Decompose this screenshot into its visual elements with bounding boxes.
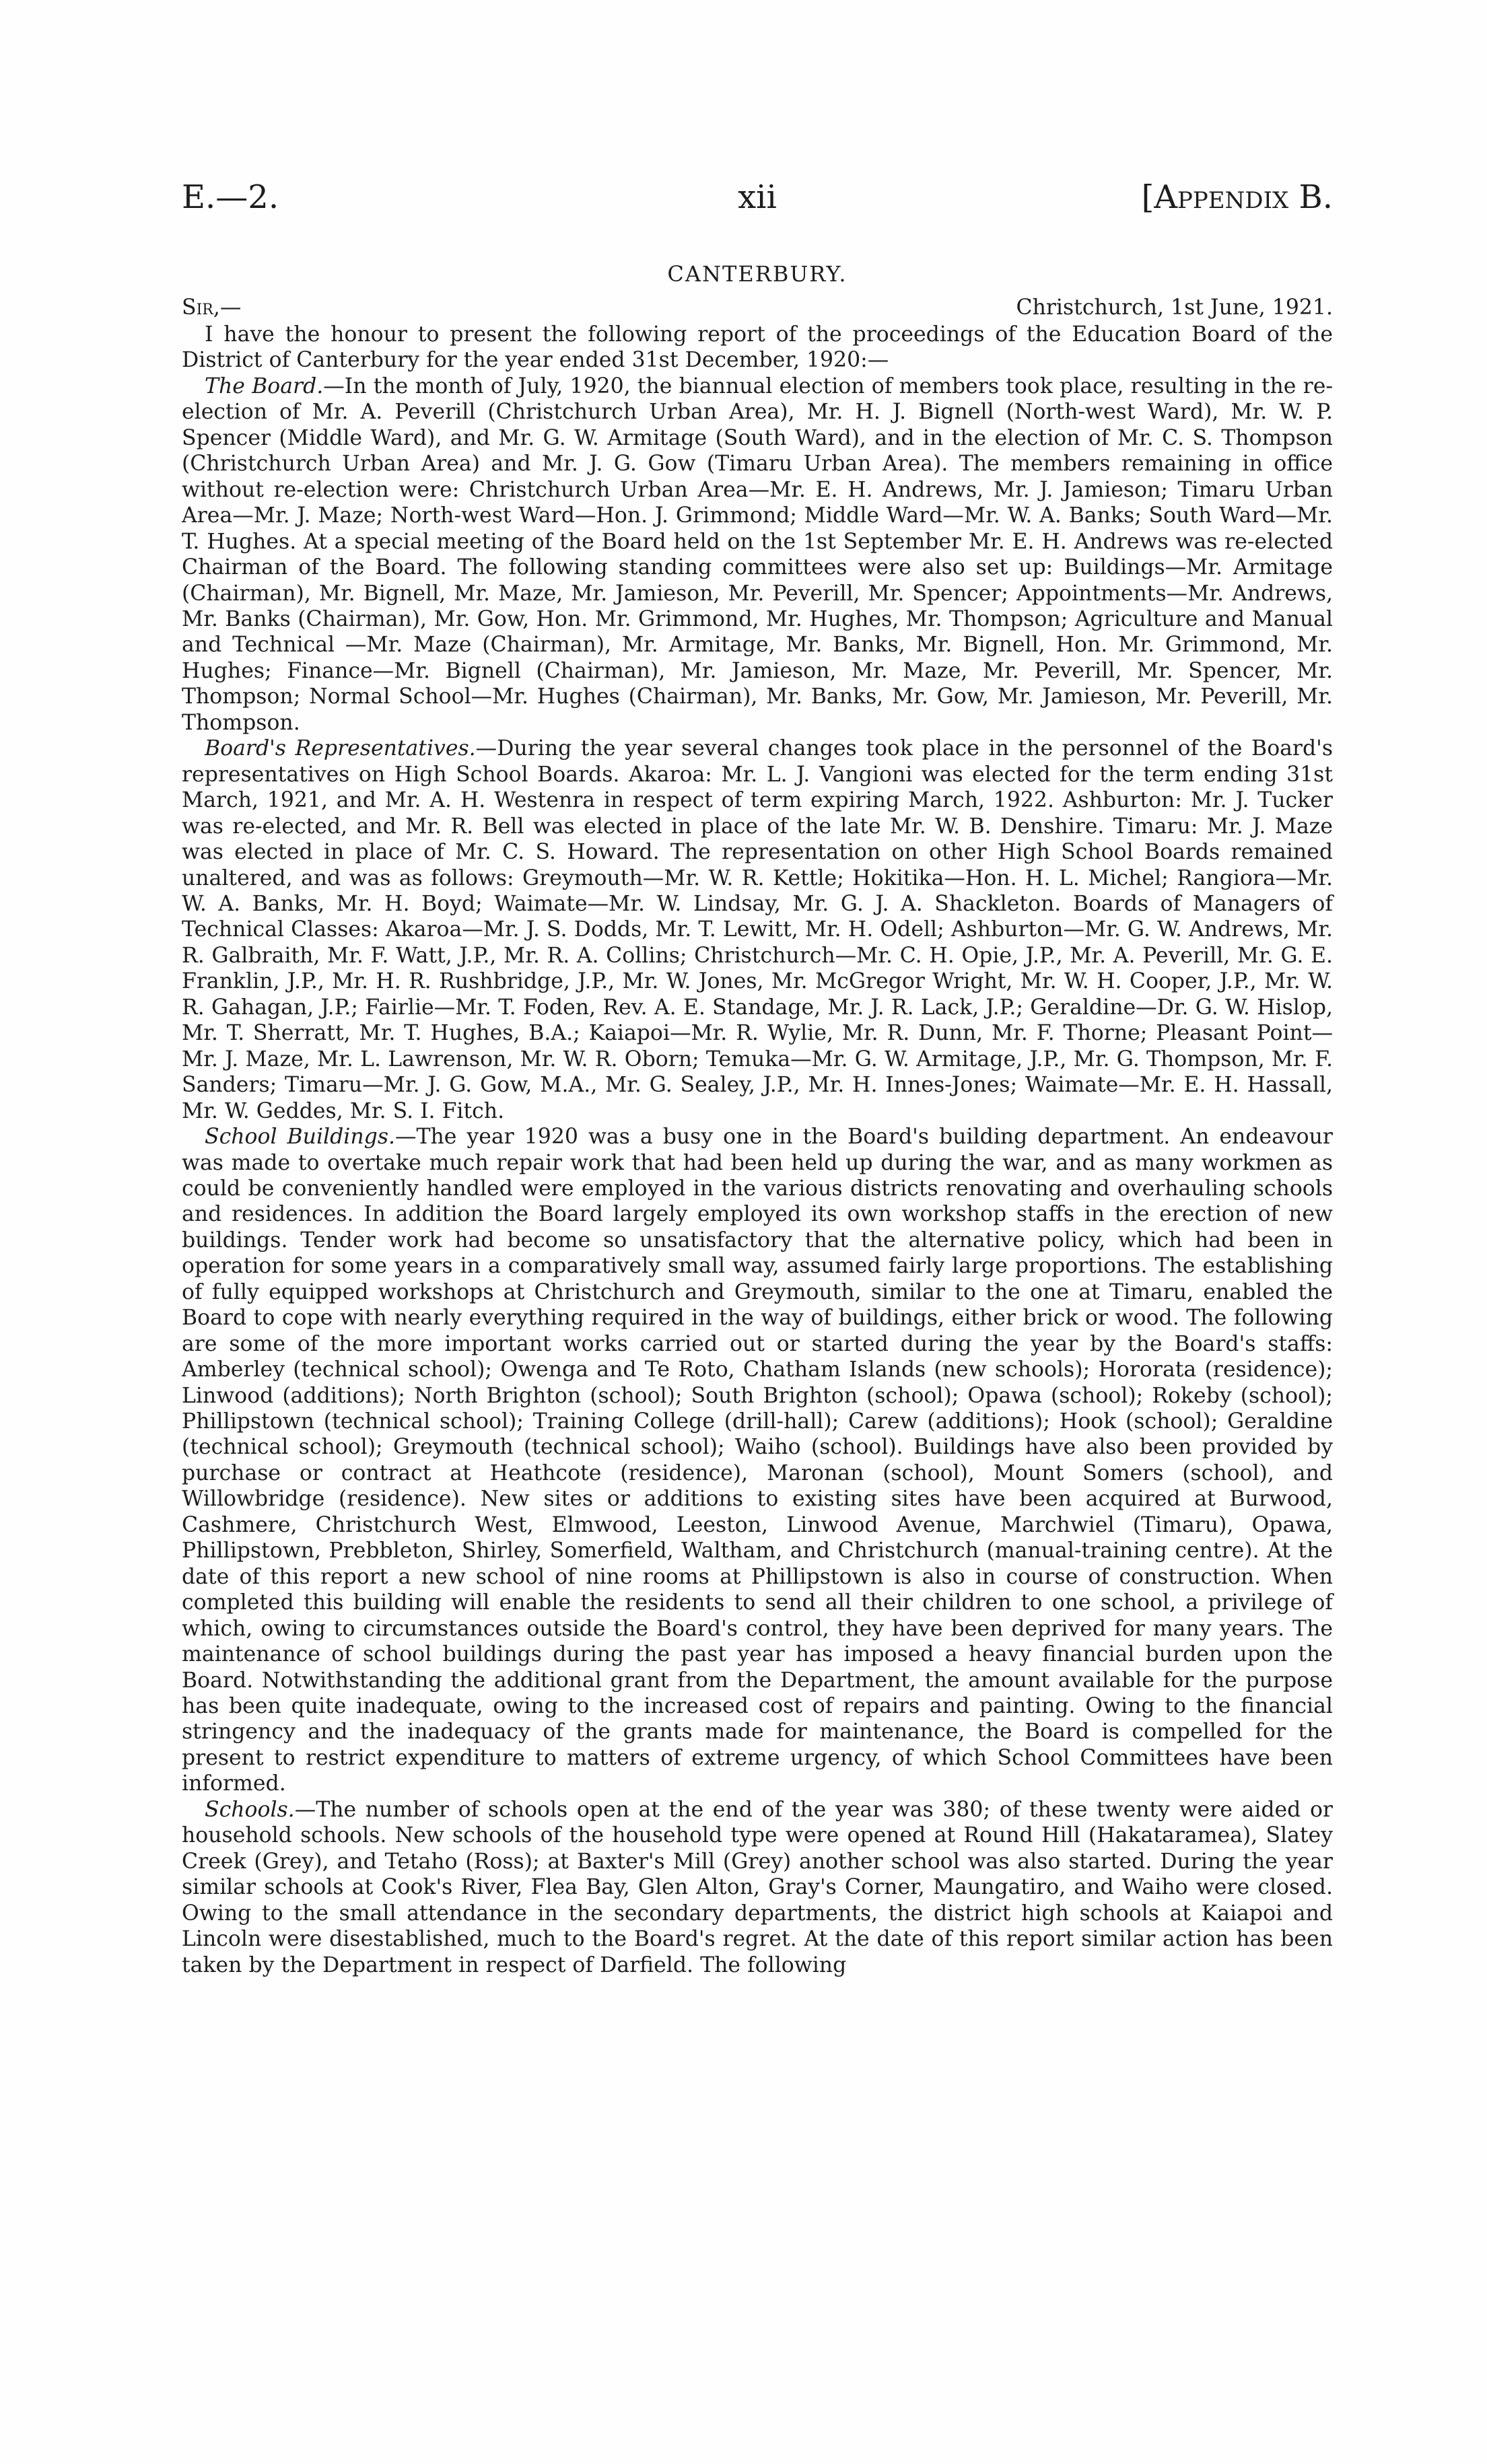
paragraph-text: —The year 1920 was a busy one in the Board's building department. An endeavour was made to overtake much repair work that had been held up during the war, and as many workmen as could be conveniently handled were employed in the various districts renovating and overhauling schools and residences. In addition the Board largely employed its own workshop staffs in the erection of new buildings. Tender work had become so unsatisfactory that the alternative policy, which had been in operation for some years in a comparatively small way, assumed fairly large proportions. The establishing of fully equipped workshops at Christchurch and Greymouth, similar to the one at Timaru, enabled the Board to cope with nearly everything required in the way of buildings, either brick or wood. The following are some of the more important works carried out or started during the year by the Board's staffs: Amberley (technical school); Owenga and Te Roto, Chatham Islands (new schools); Hororata (residence); Linwood (additions); North Brighton (school); South Brighton (school); Opawa (school); Rokeby (school); Phillipstown (technical school); Training College (drill-hall); Carew (additions); Hook (school); Geraldine (technical school); Greymouth (technical school); Waiho (school). Buildings have also been provided by purchase or contract at Heathcote (residence), Maronan (school), Mount Somers (school), and Willowbridge (residence). New sites or additions to existing sites have been acquired at Burwood, Cashmere, Christchurch West, Elmwood, Leeston, Linwood Avenue, Marchwiel (Timaru), Opawa, Phillipstown, Prebbleton, Shirley, Somerfield, Waltham, and Christchurch (manual-training centre). At the date of this report a new school of nine rooms at Phillipstown is also in course of construction. When completed this building will enable the residents to send all their children to one school, a privilege of which, owing to circumstances outside the Board's control, they have been deprived for many years. The maintenance of school buildings during the past year has imposed a heavy financial burden upon the Board. Notwithstanding the additional grant from the Department, the amount available for the purpose has been quite inadequate, owing to the increased cost of repairs and painting. Owing to the financial stringency and the inadequacy of the grants made for maintenance, the Board is compelled for the present to restrict expenditure to matters of extreme urgency, of which School Committees have been informed.	[182, 1125, 1333, 1796]
paragraph-text: —In the month of July, 1920, the biannual election of members took place, resulting in the re-election of Mr. A. Peverill (Christchurch Urban Area), Mr. H. J. Bignell (North-west Ward), Mr. W. P. Spencer (Middle Ward), and Mr. G. W. Armitage (South Ward), and in the election of Mr. C. S. Thompson (Christchurch Urban Area) and Mr. J. G. Gow (Timaru Urban Area). The members remaining in office without re-election were: Christchurch Urban Area—Mr. E. H. Andrews, Mr. J. Jamieson; Timaru Urban Area—Mr. J. Maze; North-west Ward—Hon. J. Grimmond; Middle Ward—Mr. W. A. Banks; South Ward—Mr. T. Hughes. At a special meeting of the Board held on the 1st September Mr. E. H. Andrews was re-elected Chairman of the Board. The following standing committees were also set up: Buildings—Mr. Armitage (Chairman), Mr. Bignell, Mr. Maze, Mr. Jamieson, Mr. Peverill, Mr. Spencer; Appointments—Mr. Andrews, Mr. Banks (Chairman), Mr. Gow, Hon. Mr. Grimmond, Mr. Hughes, Mr. Thompson; Agriculture and Manual and Technical —Mr. Maze (Chairman), Mr. Armitage, Mr. Banks, Mr. Bignell, Hon. Mr. Grimmond, Mr. Hughes; Finance—Mr. Bignell (Chairman), Mr. Jamieson, Mr. Maze, Mr. Peverill, Mr. Spencer, Mr. Thompson; Normal School—Mr. Hughes (Chairman), Mr. Banks, Mr. Gow, Mr. Jamieson, Mr. Peverill, Mr. Thompson.	[182, 374, 1333, 735]
greeting: Sir,—	[182, 295, 242, 320]
paragraph-school-buildings	[182, 1124, 1333, 1797]
paragraph-heading: School Buildings.	[205, 1125, 395, 1150]
paragraph-schools	[182, 1797, 1333, 1978]
report-code: E.—2.	[182, 178, 279, 216]
paragraph-heading: Schools.	[205, 1797, 295, 1822]
paragraph-heading: Board's Representatives.	[205, 736, 476, 761]
page-number: xii	[738, 178, 777, 216]
paragraph-the-board	[182, 374, 1333, 736]
paragraph-text: —The number of schools open at the end of the year was 380; of these twenty were aided or household schools. New schools of the household type were opened at Round Hill (Hakataramea), Slatey Creek (Grey), and Tetaho (Ross); at Baxter's Mill (Grey) another school was also started. During the year similar schools at Cook's River, Flea Bay, Glen Alton, Gray's Corner, Maungatiro, and Waiho were closed. Owing to the small attendance in the secondary departments, the district high schools at Kaiapoi and Lincoln were disestablished, much to the Board's regret. At the date of this report similar action has been taken by the Department in respect of Darfield. The following	[182, 1797, 1333, 1977]
letter-salutation	[182, 295, 1333, 321]
paragraph-text: —During the year several changes took place in the personnel of the Board's representatives on High School Boards. Akaroa: Mr. L. J. Vangioni was elected for the term ending 31st March, 1921, and Mr. A. H. Westenra in respect of term expiring March, 1922. Ashburton: Mr. J. Tucker was re-elected, and Mr. R. Bell was elected in place of the late Mr. W. B. Denshire. Timaru: Mr. J. Maze was elected in place of Mr. C. S. Howard. The representation on other High School Boards remained unaltered, and was as follows: Greymouth—Mr. W. R. Kettle; Hokitika—Hon. H. L. Michel; Rangiora—Mr. W. A. Banks, Mr. H. Boyd; Waimate—Mr. W. Lindsay, Mr. G. J. A. Shackleton. Boards of Managers of Technical Classes: Akaroa—Mr. J. S. Dodds, Mr. T. Lewitt, Mr. H. Odell; Ashburton—Mr. G. W. Andrews, Mr. R. Galbraith, Mr. F. Watt, J.P., Mr. R. A. Collins; Christchurch—Mr. C. H. Opie, J.P., Mr. A. Peverill, Mr. G. E. Franklin, J.P., Mr. H. R. Rushbridge, J.P., Mr. W. Jones, Mr. McGregor Wright, Mr. W. H. Cooper, J.P., Mr. W. R. Gahagan, J.P.; Fairlie—Mr. T. Foden, Rev. A. E. Standage, Mr. J. R. Lack, J.P.; Geraldine—Dr. G. W. Hislop, Mr. T. Sherratt, Mr. T. Hughes, B.A.; Kaiapoi—Mr. R. Wylie, Mr. R. Dunn, Mr. F. Thorne; Pleasant Point—Mr. J. Maze, Mr. L. Lawrenson, Mr. W. R. Oborn; Temuka—Mr. G. W. Armitage, J.P., Mr. G. Thompson, Mr. F. Sanders; Timaru—Mr. J. G. Gow, M.A., Mr. G. Sealey, J.P., Mr. H. Innes-Jones; Waimate—Mr. E. H. Hassall, Mr. W. Geddes, Mr. S. I. Fitch.	[182, 736, 1333, 1123]
report-body	[182, 322, 1333, 1978]
place-date: Christchurch, 1st June, 1921.	[1016, 295, 1333, 320]
paragraph-heading: The Board.	[205, 374, 324, 398]
section-title: CANTERBURY.	[667, 261, 848, 287]
paragraph-text: I have the honour to present the following report of the proceedings of the Education Board of the District of Canterbury for the year ended 31st December, 1920:—	[182, 322, 1333, 373]
paragraph-intro	[182, 322, 1333, 374]
paragraph-boards-representatives	[182, 736, 1333, 1124]
appendix-label: [Appendix B.	[1141, 178, 1333, 216]
page-header	[182, 174, 1333, 227]
